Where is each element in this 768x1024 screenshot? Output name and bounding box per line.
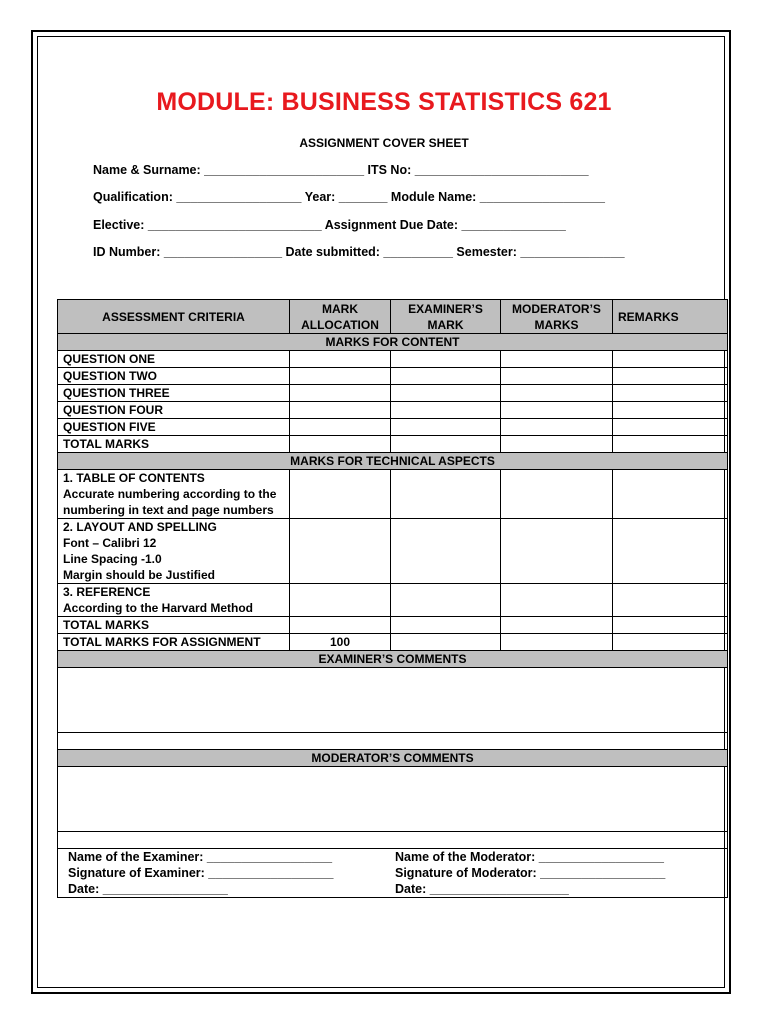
mark-cell[interactable] — [613, 634, 728, 651]
field-qualification-year-module: Qualification: __________________ Year: _______ Module Name: __________________ — [93, 190, 605, 204]
criteria-detail: According to the Harvard Method — [63, 601, 254, 615]
row-label: QUESTION TWO — [58, 368, 290, 385]
assessment-table — [57, 299, 728, 898]
total-mark-allocation: 100 — [290, 634, 391, 651]
criteria-layout-spelling — [58, 519, 290, 584]
criteria-title: 1. TABLE OF CONTENTS — [63, 471, 205, 485]
section-moderators-comments: MODERATOR’S COMMENTS — [58, 750, 728, 767]
mark-cell[interactable] — [613, 584, 728, 617]
table-row — [58, 519, 728, 584]
row-label: QUESTION FIVE — [58, 419, 290, 436]
examiner-comments-area — [58, 668, 728, 733]
spacer-row — [58, 733, 728, 750]
section-marks-for-technical-aspects: MARKS FOR TECHNICAL ASPECTS — [58, 453, 728, 470]
mark-cell[interactable] — [290, 519, 391, 584]
section-row-technical — [58, 453, 728, 470]
row-label: QUESTION THREE — [58, 385, 290, 402]
mark-cell[interactable] — [391, 519, 501, 584]
moderator-comments-area — [58, 767, 728, 832]
moderator-signature-field[interactable]: Signature of Moderator: __________________ — [395, 866, 666, 880]
table-row — [58, 385, 728, 402]
examiner-date-field[interactable]: Date: __________________ — [68, 882, 228, 896]
mark-cell[interactable] — [391, 436, 501, 453]
mark-cell[interactable] — [290, 436, 391, 453]
moderator-date-field[interactable]: Date: ____________________ — [395, 882, 569, 896]
mark-cell[interactable] — [391, 402, 501, 419]
moderator-comments-box[interactable] — [58, 767, 728, 832]
header-assessment-criteria: ASSESSMENT CRITERIA — [58, 300, 290, 334]
table-row — [58, 402, 728, 419]
criteria-title: 3. REFERENCE — [63, 585, 151, 599]
mark-cell[interactable] — [501, 351, 613, 368]
table-row — [58, 470, 728, 519]
criteria-detail: Accurate numbering according to the — [63, 487, 277, 501]
field-name-its: Name & Surname: _______________________ ITS No: _________________________ — [93, 163, 589, 177]
mark-cell[interactable] — [391, 385, 501, 402]
mark-cell[interactable] — [290, 617, 391, 634]
signature-cell — [58, 849, 728, 898]
row-label: QUESTION FOUR — [58, 402, 290, 419]
cover-sheet-subtitle: ASSIGNMENT COVER SHEET — [299, 136, 469, 150]
table-header-row — [58, 300, 728, 334]
row-label: TOTAL MARKS — [58, 617, 290, 634]
table-row — [58, 419, 728, 436]
field-elective-due-date: Elective: _________________________ Assignment Due Date: _______________ — [93, 218, 566, 232]
examiner-comments-box[interactable] — [58, 668, 728, 733]
mark-cell[interactable] — [391, 634, 501, 651]
mark-cell[interactable] — [501, 584, 613, 617]
mark-cell[interactable] — [613, 470, 728, 519]
criteria-detail: Font – Calibri 12 — [63, 536, 157, 550]
row-label: TOTAL MARKS — [58, 436, 290, 453]
mark-cell[interactable] — [613, 436, 728, 453]
mark-cell[interactable] — [391, 419, 501, 436]
section-examiners-comments: EXAMINER’S COMMENTS — [58, 651, 728, 668]
row-label: QUESTION ONE — [58, 351, 290, 368]
mark-cell[interactable] — [391, 368, 501, 385]
table-row — [58, 584, 728, 617]
mark-cell[interactable] — [391, 351, 501, 368]
mark-cell[interactable] — [613, 617, 728, 634]
mark-cell[interactable] — [613, 385, 728, 402]
table-row — [58, 634, 728, 651]
mark-cell[interactable] — [290, 419, 391, 436]
criteria-detail: Line Spacing -1.0 — [63, 552, 162, 566]
header-moderators-marks: MODERATOR’S MARKS — [501, 300, 613, 334]
mark-cell[interactable] — [501, 402, 613, 419]
examiner-signature-field[interactable]: Signature of Examiner: __________________ — [68, 866, 334, 880]
field-id-date-semester: ID Number: _________________ Date submitted: __________ Semester: _______________ — [93, 245, 625, 259]
module-title: MODULE: BUSINESS STATISTICS 621 — [156, 88, 612, 116]
mark-cell[interactable] — [501, 519, 613, 584]
mark-cell[interactable] — [613, 402, 728, 419]
mark-cell[interactable] — [613, 351, 728, 368]
examiner-name-field[interactable]: Name of the Examiner: __________________ — [68, 850, 333, 864]
moderator-name-field[interactable]: Name of the Moderator: __________________ — [395, 850, 664, 864]
mark-cell[interactable] — [501, 470, 613, 519]
mark-cell[interactable] — [613, 368, 728, 385]
mark-cell[interactable] — [290, 351, 391, 368]
section-row-examiner-comments — [58, 651, 728, 668]
criteria-reference — [58, 584, 290, 617]
mark-cell[interactable] — [290, 402, 391, 419]
header-mark-allocation: MARK ALLOCATION — [290, 300, 391, 334]
section-row-content — [58, 334, 728, 351]
criteria-title: 2. LAYOUT AND SPELLING — [63, 520, 217, 534]
mark-cell[interactable] — [290, 584, 391, 617]
row-label: TOTAL MARKS FOR ASSIGNMENT — [58, 634, 290, 651]
mark-cell[interactable] — [501, 436, 613, 453]
mark-cell[interactable] — [613, 419, 728, 436]
signature-block — [63, 849, 722, 897]
table-row — [58, 436, 728, 453]
mark-cell[interactable] — [391, 470, 501, 519]
mark-cell[interactable] — [501, 368, 613, 385]
mark-cell[interactable] — [391, 584, 501, 617]
mark-cell[interactable] — [290, 368, 391, 385]
table-row — [58, 617, 728, 634]
mark-cell[interactable] — [290, 385, 391, 402]
spacer-row — [58, 832, 728, 849]
header-remarks: REMARKS — [613, 300, 728, 334]
spacer-cell — [58, 733, 728, 750]
criteria-detail: numbering in text and page numbers — [63, 503, 274, 517]
mark-cell[interactable] — [501, 634, 613, 651]
spacer-cell — [58, 832, 728, 849]
criteria-detail: Margin should be Justified — [63, 568, 216, 582]
mark-cell[interactable] — [290, 470, 391, 519]
criteria-table-of-contents — [58, 470, 290, 519]
section-marks-for-content: MARKS FOR CONTENT — [58, 334, 728, 351]
section-row-moderator-comments — [58, 750, 728, 767]
header-examiners-mark: EXAMINER’S MARK — [391, 300, 501, 334]
mark-cell[interactable] — [391, 617, 501, 634]
mark-cell[interactable] — [501, 617, 613, 634]
table-row — [58, 351, 728, 368]
signature-row — [58, 849, 728, 898]
mark-cell[interactable] — [613, 519, 728, 584]
mark-cell[interactable] — [501, 385, 613, 402]
table-row — [58, 368, 728, 385]
mark-cell[interactable] — [501, 419, 613, 436]
